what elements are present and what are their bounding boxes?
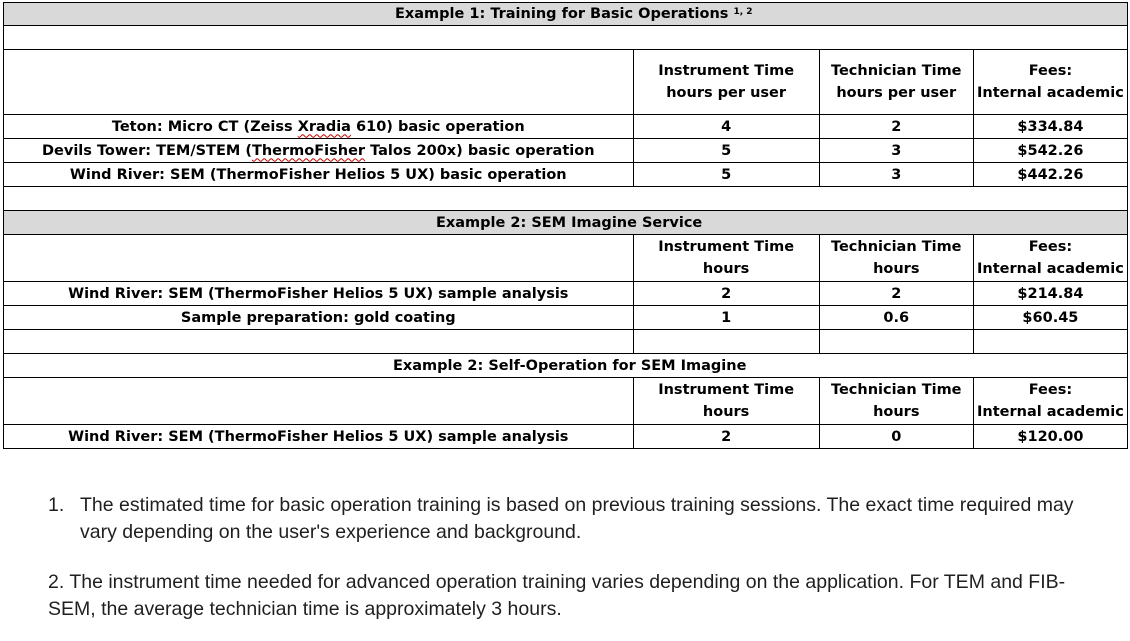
header-line: Instrument Time (658, 239, 795, 255)
header-line: Fees: (1028, 382, 1073, 398)
instrument-hours: 2 (633, 282, 819, 306)
example3-header-fees (973, 378, 1127, 425)
header-line: Technician Time (830, 239, 962, 255)
example3-title-row (4, 354, 1128, 378)
spacer-row (4, 187, 1128, 211)
technician-hours: 3 (819, 139, 973, 163)
technician-hours: 0 (819, 425, 973, 449)
header-line: Technician Time (830, 63, 962, 79)
footnotes (48, 492, 1108, 623)
technician-hours: 2 (819, 115, 973, 139)
header-line: hours per user (836, 85, 957, 101)
example2-header-fees (973, 235, 1127, 282)
fee-value: $214.84 (973, 282, 1127, 306)
example1-header-row (4, 50, 1128, 115)
header-line: Internal academic (977, 404, 1124, 420)
instrument-hours: 4 (633, 115, 819, 139)
header-line: Fees: (1028, 63, 1073, 79)
fee-value: $542.26 (973, 139, 1127, 163)
example2-header-instrument (633, 235, 819, 282)
footnote-2: 2. The instrument time needed for advanced operation training varies depending on the application. For TEM and FIB-SEM, the average technician time is approximately 3 hours. (48, 571, 1066, 620)
service-label: Wind River: SEM (ThermoFisher Helios 5 UX) sample analysis (4, 425, 634, 449)
table-row (4, 425, 1128, 449)
table-row (4, 282, 1128, 306)
example3-header-blank (4, 378, 634, 425)
example2-title: Example 2: SEM Imagine Service (4, 211, 1128, 235)
example1-header-fees (973, 50, 1127, 115)
example3-header-technician (819, 378, 973, 425)
spacer-row (4, 330, 1128, 354)
technician-hours: 0.6 (819, 306, 973, 330)
header-line: hours (873, 261, 920, 277)
header-line: Internal academic (977, 85, 1124, 101)
header-line: Instrument Time (658, 63, 795, 79)
example2-header-technician (819, 235, 973, 282)
instrument-hours: 5 (633, 139, 819, 163)
instrument-hours: 1 (633, 306, 819, 330)
instrument-hours: 5 (633, 163, 819, 187)
example3-header-row (4, 378, 1128, 425)
instrument-hours: 2 (633, 425, 819, 449)
example3-header-instrument (633, 378, 819, 425)
fee-value: $60.45 (973, 306, 1127, 330)
header-line: Instrument Time (658, 382, 795, 398)
fee-value: $442.26 (973, 163, 1127, 187)
service-label: Wind River: SEM (ThermoFisher Helios 5 UX) basic operation (4, 163, 634, 187)
spacer-row (4, 26, 1128, 50)
example1-header-technician (819, 50, 973, 115)
technician-hours: 3 (819, 163, 973, 187)
header-line: hours (873, 404, 920, 420)
example1-title-footnote: 1, 2 (733, 7, 753, 17)
header-line: hours (702, 404, 750, 420)
technician-hours: 2 (819, 282, 973, 306)
example1-header-blank (4, 50, 634, 115)
header-line: Internal academic (977, 261, 1124, 277)
spellcheck-word: ThermoFisher (251, 142, 366, 159)
header-line: hours per user (666, 85, 787, 101)
fees-table (3, 2, 1128, 449)
table-row (4, 139, 1128, 163)
header-line: Technician Time (830, 382, 962, 398)
footnote-1-text: The estimated time for basic operation training is based on previous training sessions. The exact time required may vary depending on the user's experience and background. (80, 494, 1074, 543)
header-line: hours (702, 261, 750, 277)
service-label: Devils Tower: TEM/STEM (ThermoFisher Talos 200x) basic operation (4, 139, 634, 163)
example2-header-blank (4, 235, 634, 282)
table-row (4, 115, 1128, 139)
footnote-1 (48, 492, 1108, 546)
fee-value: $334.84 (973, 115, 1127, 139)
example2-header-row (4, 235, 1128, 282)
example1-header-instrument (633, 50, 819, 115)
example1-title (4, 3, 1128, 26)
table-row (4, 163, 1128, 187)
example1-title-row (4, 3, 1128, 26)
example3-title: Example 2: Self-Operation for SEM Imagine (4, 354, 1128, 378)
spellcheck-word: Xradia (297, 118, 351, 135)
header-line: Fees: (1028, 239, 1073, 255)
service-label: Sample preparation: gold coating (4, 306, 634, 330)
fee-value: $120.00 (973, 425, 1127, 449)
example1-title-text: Example 1: Training for Basic Operations (395, 6, 729, 22)
service-label: Teton: Micro CT (Zeiss Xradia 610) basic operation (4, 115, 634, 139)
table-row (4, 306, 1128, 330)
service-label: Wind River: SEM (ThermoFisher Helios 5 UX) sample analysis (4, 282, 634, 306)
example2-title-row (4, 211, 1128, 235)
footnote-1-number: 1. (48, 494, 65, 516)
